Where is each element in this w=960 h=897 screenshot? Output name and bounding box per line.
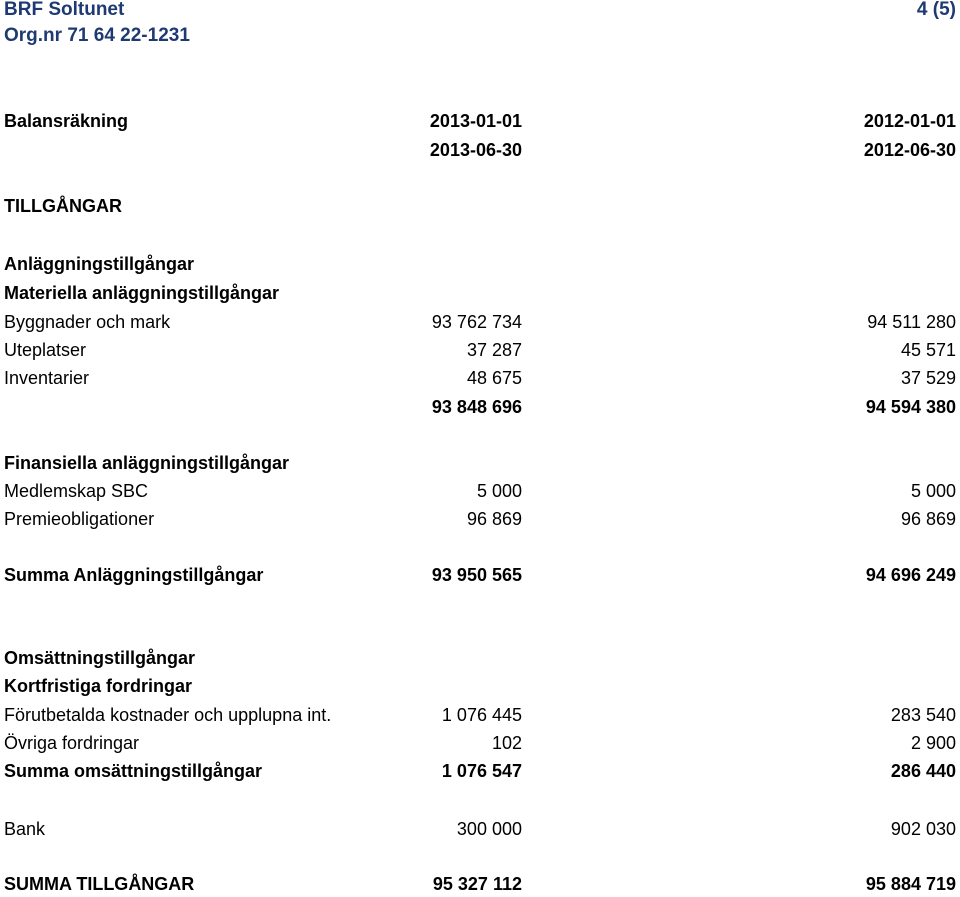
row-inventarier: Inventarier 48 675 37 529 xyxy=(4,368,956,388)
period1-start: 2013-01-01 xyxy=(429,111,522,131)
row-summa-omsattning: Summa omsättningstillgångar 1 076 547 286 440 xyxy=(4,761,956,781)
row-byggnader: Byggnader och mark 93 762 734 94 511 280 xyxy=(4,312,956,332)
row-forutbetalda: Förutbetalda kostnader och upplupna int. 1 076 445 283 540 xyxy=(4,705,956,725)
section-omsattning: Omsättningstillgångar xyxy=(4,648,196,668)
section-materiella: Materiella anläggningstillgångar xyxy=(4,283,280,303)
row-premieobligationer: Premieobligationer 96 869 96 869 xyxy=(4,509,956,529)
row-medlemskap: Medlemskap SBC 5 000 5 000 xyxy=(4,481,956,501)
row-ovriga: Övriga fordringar 102 2 900 xyxy=(4,733,956,753)
section-anlaggning: Anläggningstillgångar xyxy=(4,254,195,274)
company-name: BRF Soltunet xyxy=(4,0,125,20)
period2-start: 2012-01-01 xyxy=(863,111,956,131)
row-summa-tillgangar: SUMMA TILLGÅNGAR 95 327 112 95 884 719 xyxy=(4,874,956,894)
section-tillgangar: TILLGÅNGAR xyxy=(4,196,122,216)
org-number: Org.nr 71 64 22-1231 xyxy=(4,25,190,46)
period2-end: 2012-06-30 xyxy=(863,140,956,160)
row-bank: Bank 300 000 902 030 xyxy=(4,819,956,839)
row-materiella-sum: 93 848 696 94 594 380 xyxy=(431,397,956,417)
section-finansiella: Finansiella anläggningstillgångar xyxy=(4,453,290,473)
balance-sheet-title: Balansräkning xyxy=(4,111,129,131)
page-number: 4 (5) xyxy=(916,0,956,20)
period1-end: 2013-06-30 xyxy=(429,140,522,160)
section-kortfristiga: Kortfristiga fordringar xyxy=(4,676,193,696)
row-uteplatser: Uteplatser 37 287 45 571 xyxy=(4,340,956,360)
balance-sheet-header-row xyxy=(0,108,960,134)
row-summa-anlaggning: Summa Anläggningstillgångar 93 950 565 94 696 249 xyxy=(4,565,956,585)
period-end-row xyxy=(0,137,960,163)
